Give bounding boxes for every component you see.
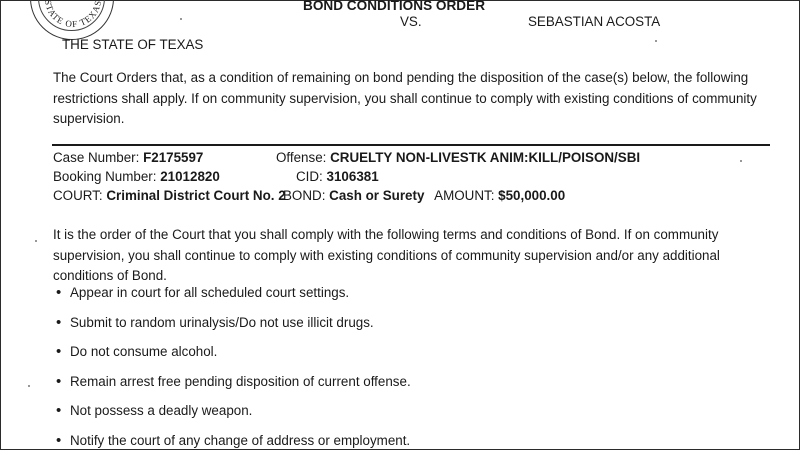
condition-item: • Not possess a deadly weapon.: [56, 401, 411, 431]
section-divider: [52, 144, 770, 146]
booking-number-label: Booking Number:: [53, 169, 157, 184]
case-row-2: [53, 167, 220, 186]
condition-item: • Do not consume alcohol.: [56, 342, 411, 372]
order-paragraph: It is the order of the Court that you shall comply with the following terms and conditions of Bond. If on community supervision, you shall continue to comply with existing conditions of community supervision and/or any additional conditions of Bond.: [53, 227, 720, 283]
defendant-name: SEBASTIAN ACOSTA: [528, 14, 661, 29]
offense-value: CRUELTY NON-LIVESTK ANIM:KILL/POISON/SBI: [330, 150, 641, 165]
scan-speck: [28, 385, 30, 387]
offense-label: Offense:: [276, 150, 327, 165]
case-row-3: [53, 186, 286, 205]
svg-text:STATE OF TEXAS: [43, 0, 103, 29]
plaintiff-name: THE STATE OF TEXAS: [62, 37, 204, 52]
condition-item: • Remain arrest free pending disposition of current offense.: [56, 372, 411, 402]
amount-label: AMOUNT:: [434, 188, 495, 203]
court-label: COURT:: [53, 188, 103, 203]
case-row-1: [53, 148, 203, 167]
booking-number-value: 21012820: [160, 169, 220, 184]
bond-field: [283, 186, 565, 205]
scan-speck: [180, 18, 182, 20]
scan-speck: [740, 160, 742, 162]
condition-item: • Notify the court of any change of address or employment.: [56, 431, 411, 461]
cid-value: 3106381: [326, 169, 379, 184]
seal-text: STATE OF TEXAS: [42, 0, 104, 30]
intro-paragraph: The Court Orders that, as a condition of remaining on bond pending the disposition of the case(s) below, the following restrictions shall apply. If on community supervision, you shall continue to comply with existing conditions of community supervision.: [53, 70, 757, 126]
conditions-list: [56, 283, 411, 461]
bond-value: Cash or Surety: [329, 188, 425, 203]
scan-speck: [655, 40, 657, 42]
versus-label: VS.: [400, 14, 422, 29]
case-number-label: Case Number:: [53, 150, 140, 165]
page-title: BOND CONDITIONS ORDER: [303, 0, 486, 13]
condition-item: • Submit to random urinalysis/Do not use illicit drugs.: [56, 313, 411, 343]
offense-field: [276, 148, 640, 167]
court-seal: [30, 0, 114, 40]
bond-label: BOND:: [283, 188, 326, 203]
scan-speck: [35, 240, 37, 242]
condition-item: • Appear in court for all scheduled court settings.: [56, 283, 411, 313]
case-number-value: F2175597: [143, 150, 204, 165]
amount-value: $50,000.00: [498, 188, 566, 203]
court-value: Criminal District Court No. 2: [106, 188, 286, 203]
cid-label: CID:: [296, 169, 323, 184]
cid-field: [296, 167, 379, 186]
